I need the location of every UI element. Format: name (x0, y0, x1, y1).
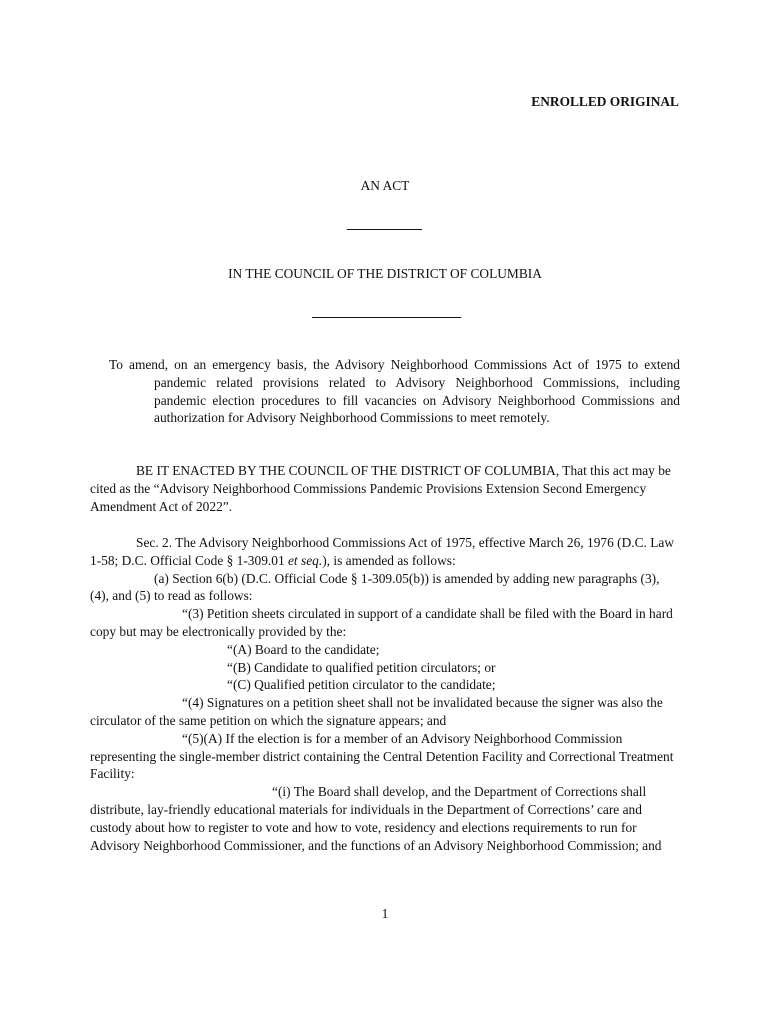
et-seq-italic: et seq. (287, 552, 323, 568)
purpose-clause: To amend, on an emergency basis, the Advisory Neighborhood Commissions Act of 1975 to extend pandemic related provisions related to Advisory Neighborhood Commissions, including pandemic election procedures to fill vacancies on Advisory Neighborhood Commissions and authorization for Advisory Neighborhood Commissions to meet remotely. (109, 357, 680, 426)
enacting-block (90, 462, 680, 515)
heading-rule-long (312, 317, 461, 318)
paragraph-3: “(3) Petition sheets circulated in support of a candidate shall be filed with the Board in hard copy but may be electronically provided by the: (90, 606, 673, 639)
section-2-intro-text: Sec. 2. The Advisory Neighborhood Commissions Act of 1975, effective March 26, 1976 (D.C. Law 1-58; D.C. Official Code § 1-309.01 (90, 535, 675, 568)
section-2-block (90, 534, 680, 854)
heading-rule-short (347, 229, 422, 230)
an-act-heading: AN ACT (360, 178, 410, 193)
section-2-intro (90, 534, 680, 570)
purpose-block (90, 356, 680, 427)
council-heading: IN THE COUNCIL OF THE DISTRICT OF COLUMBIA (228, 266, 542, 281)
enrolled-original-label: ENROLLED ORIGINAL (531, 94, 679, 109)
paragraph-3-B: “(B) Candidate to qualified petition circulators; or (227, 659, 496, 675)
paragraph-5-i: “(i) The Board shall develop, and the Department of Corrections shall distribute, lay-friendly educational materials for individuals in the Department of Corrections’ care and custody about how to register to vote and how to vote, residency and elections requirements to run for Advisory Neighborhood Commissioner, and the functions of an Advisory Neighborhood Commission; and (90, 784, 662, 853)
paragraph-5: “(5)(A) If the election is for a member of an Advisory Neighborhood Commission representing the single-member district containing the Central Detention Facility and Correctional Treatment Facility: (90, 730, 674, 782)
enacting-clause: BE IT ENACTED BY THE COUNCIL OF THE DISTRICT OF COLUMBIA, That this act may be cited as the “Advisory Neighborhood Commissions Pandemic Provisions Extension Second Emergency Amendment Act of 2022”. (90, 463, 671, 514)
paragraph-4: “(4) Signatures on a petition sheet shall not be invalidated because the signer was also the circulator of the same petition on which the signature appears; and (90, 695, 663, 728)
page-number: 1 (381, 906, 389, 921)
paragraph-3-C: “(C) Qualified petition circulator to the candidate; (227, 677, 496, 693)
subsection-a: (a) Section 6(b) (D.C. Official Code § 1-309.05(b)) is amended by adding new paragraphs (3), (4), and (5) to read as follows: (90, 570, 660, 604)
section-2-intro-end: ), is amended as follows: (322, 552, 456, 568)
paragraph-3-A: “(A) Board to the candidate; (227, 641, 380, 657)
